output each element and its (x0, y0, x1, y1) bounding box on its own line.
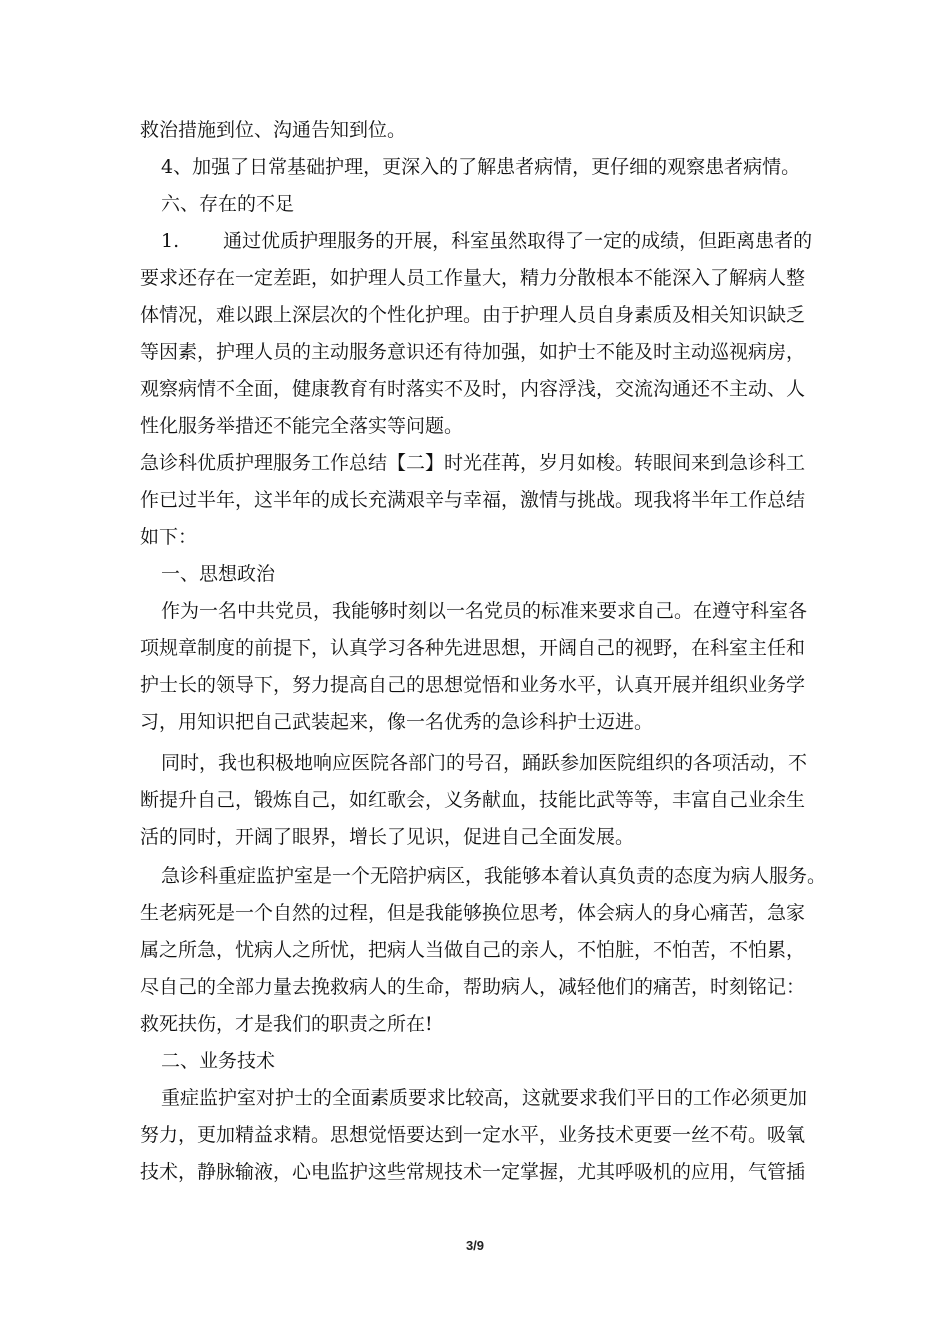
paragraph-line: 观察病情不全面，健康教育有时落实不及时，内容浮浅，交流沟通还不主动、人 (140, 378, 806, 400)
paragraph-line: 活的同时，开阔了眼界，增长了见识，促进自己全面发展。 (140, 826, 635, 848)
list-number: 1. (161, 230, 180, 252)
paragraph-line: 同时，我也积极地响应医院各部门的号召，踊跃参加医院组织的各项活动，不 (161, 752, 808, 774)
list-item-line (161, 229, 841, 253)
paragraph-line: 重症监护室对护士的全面素质要求比较高，这就要求我们平日的工作必须更加 (161, 1087, 808, 1109)
paragraph-line: 努力，更加精益求精。思想觉悟要达到一定水平，业务技术更要一丝不苟。吸氧 (140, 1124, 806, 1146)
paragraph-line: 急诊科优质护理服务工作总结【二】时光荏苒，岁月如梭。转眼间来到急诊科工 (140, 452, 806, 474)
paragraph-line: 作为一名中共党员，我能够时刻以一名党员的标准来要求自己。在遵守科室各 (161, 600, 808, 622)
paragraph-line: 护士长的领导下，努力提高自己的思想觉悟和业务水平，认真开展并组织业务学 (140, 674, 806, 696)
page-number: 3/9 (465, 1238, 485, 1253)
paragraph-line: 作已过半年，这半年的成长充满艰辛与幸福，激情与挑战。现我将半年工作总结 (140, 489, 806, 511)
paragraph-line: 4、加强了日常基础护理，更深入的了解患者病情，更仔细的观察患者病情。 (161, 156, 801, 178)
section-heading: 六、存在的不足 (161, 193, 295, 215)
paragraph-line: 体情况，难以跟上深层次的个性化护理。由于护理人员自身素质及相关知识缺乏 (140, 304, 806, 326)
paragraph-line: 尽自己的全部力量去挽救病人的生命，帮助病人，减轻他们的痛苦，时刻铭记： (140, 976, 806, 998)
section-heading: 一、思想政治 (161, 563, 276, 585)
paragraph-line: 急诊科重症监护室是一个无陪护病区，我能够本着认真负责的态度为病人服务。 (161, 865, 827, 887)
paragraph-line: 习，用知识把自己武装起来，像一名优秀的急诊科护士迈进。 (140, 711, 654, 733)
list-item-text: 通过优质护理服务的开展，科室虽然取得了一定的成绩，但距离患者的 (223, 230, 813, 252)
paragraph-line: 性化服务举措还不能完全落实等问题。 (140, 415, 464, 437)
paragraph-line: 救死扶伤，才是我们的职责之所在! (140, 1013, 433, 1035)
paragraph-line: 断提升自己，锻炼自己，如红歌会，义务献血，技能比武等等，丰富自己业余生 (140, 789, 806, 811)
section-heading: 二、业务技术 (161, 1050, 276, 1072)
paragraph-line: 要求还存在一定差距，如护理人员工作量大，精力分散根本不能深入了解病人整 (140, 267, 806, 289)
paragraph-line: 属之所急，忧病人之所忧，把病人当做自己的亲人，不怕脏，不怕苦，不怕累， (140, 939, 806, 961)
paragraph-line: 等因素，护理人员的主动服务意识还有待加强，如护士不能及时主动巡视病房， (140, 341, 806, 363)
paragraph-line: 生老病死是一个自然的过程，但是我能够换位思考，体会病人的身心痛苦，急家 (140, 902, 806, 924)
paragraph-line: 技术，静脉输液，心电监护这些常规技术一定掌握，尤其呼吸机的应用，气管插 (140, 1161, 806, 1183)
paragraph-line: 救治措施到位、沟通告知到位。 (140, 119, 407, 141)
paragraph-line: 如下： (140, 526, 198, 548)
paragraph-line: 项规章制度的前提下，认真学习各种先进思想，开阔自己的视野，在科室主任和 (140, 637, 806, 659)
